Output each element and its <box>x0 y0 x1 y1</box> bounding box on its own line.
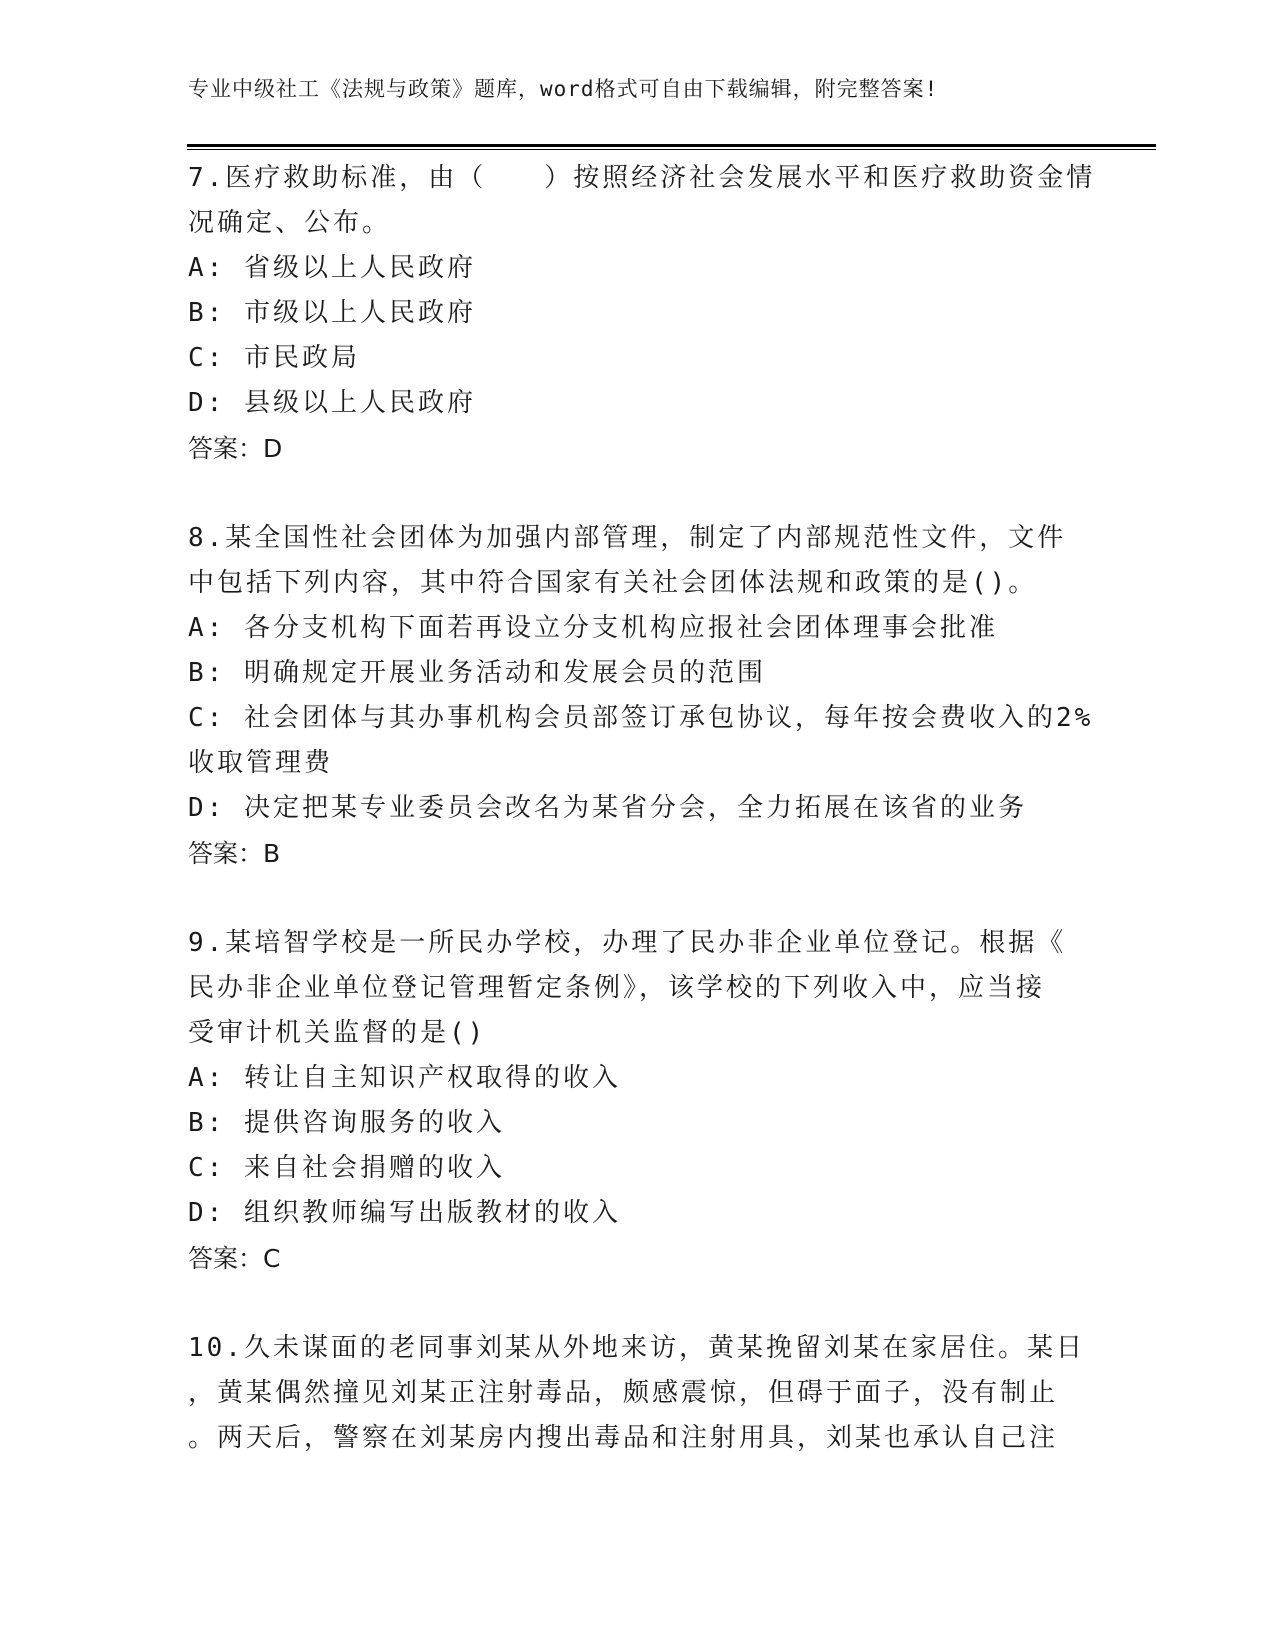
question-7 <box>188 156 1096 471</box>
option-c: C: 市民政局 <box>188 343 360 373</box>
option-c-continued: 收取管理费 <box>188 748 334 778</box>
option-d: D: 县级以上人民政府 <box>188 388 476 418</box>
question-stem-line: 。两天后，警察在刘某房内搜出毒品和注射用具，刘某也承认自己注 <box>188 1423 1059 1453</box>
question-stem-line: 中包括下列内容，其中符合国家有关社会团体法规和政策的是()。 <box>188 568 1038 598</box>
question-stem-line: 9.某培智学校是一所民办学校，办理了民办非企业单位登记。根据《 <box>188 928 1067 958</box>
question-stem-line: 10.久未谋面的老同事刘某从外地来访，黄某挽留刘某在家居住。某日 <box>188 1333 1085 1363</box>
question-stem-line: 受审计机关监督的是() <box>188 1018 487 1048</box>
question-spacer <box>188 876 1088 921</box>
question-stem-line: 8.某全国性社会团体为加强内部管理，制定了内部规范性文件，文件 <box>188 523 1067 553</box>
answer-line: 答案：B <box>188 839 281 868</box>
header-rule-thick <box>187 144 1156 147</box>
question-stem-line: 7.医疗救助标准，由（ ）按照经济社会发展水平和医疗救助资金情 <box>188 163 1096 193</box>
option-a: A: 转让自主知识产权取得的收入 <box>188 1063 621 1093</box>
question-8 <box>188 516 1094 876</box>
option-d: D: 决定把某专业委员会改名为某省分会，全力拓展在该省的业务 <box>188 793 1027 823</box>
option-d: D: 组织教师编写出版教材的收入 <box>188 1198 621 1228</box>
option-b: B: 市级以上人民政府 <box>188 298 476 328</box>
option-b: B: 明确规定开展业务活动和发展会员的范围 <box>188 658 766 688</box>
option-a: A: 各分支机构下面若再设立分支机构应报社会团体理事会批准 <box>188 613 998 643</box>
option-b: B: 提供咨询服务的收入 <box>188 1108 505 1138</box>
question-9 <box>188 921 1088 1281</box>
option-c: C: 社会团体与其办事机构会员部签订承包协议，每年按会费收入的2% <box>188 703 1094 733</box>
answer-line: 答案：C <box>188 1244 281 1273</box>
option-c: C: 来自社会捐赠的收入 <box>188 1153 505 1183</box>
question-10 <box>188 1326 1088 1461</box>
option-a: A: 省级以上人民政府 <box>188 253 476 283</box>
header-rule-thin <box>187 149 1156 150</box>
question-stem-line: ，黄某偶然撞见刘某正注射毒品，颇感震惊，但碍于面子，没有制止 <box>188 1378 1059 1408</box>
question-list <box>188 156 1096 1461</box>
question-spacer <box>188 471 1088 516</box>
question-spacer <box>188 1281 1088 1326</box>
page-header: 专业中级社工《法规与政策》题库，word格式可自由下载编辑，附完整答案! <box>188 77 939 101</box>
question-stem-line: 民办非企业单位登记管理暂定条例》，该学校的下列收入中，应当接 <box>188 973 1046 1003</box>
question-stem-line: 况确定、公布。 <box>188 208 392 238</box>
answer-line: 答案：D <box>188 434 283 463</box>
